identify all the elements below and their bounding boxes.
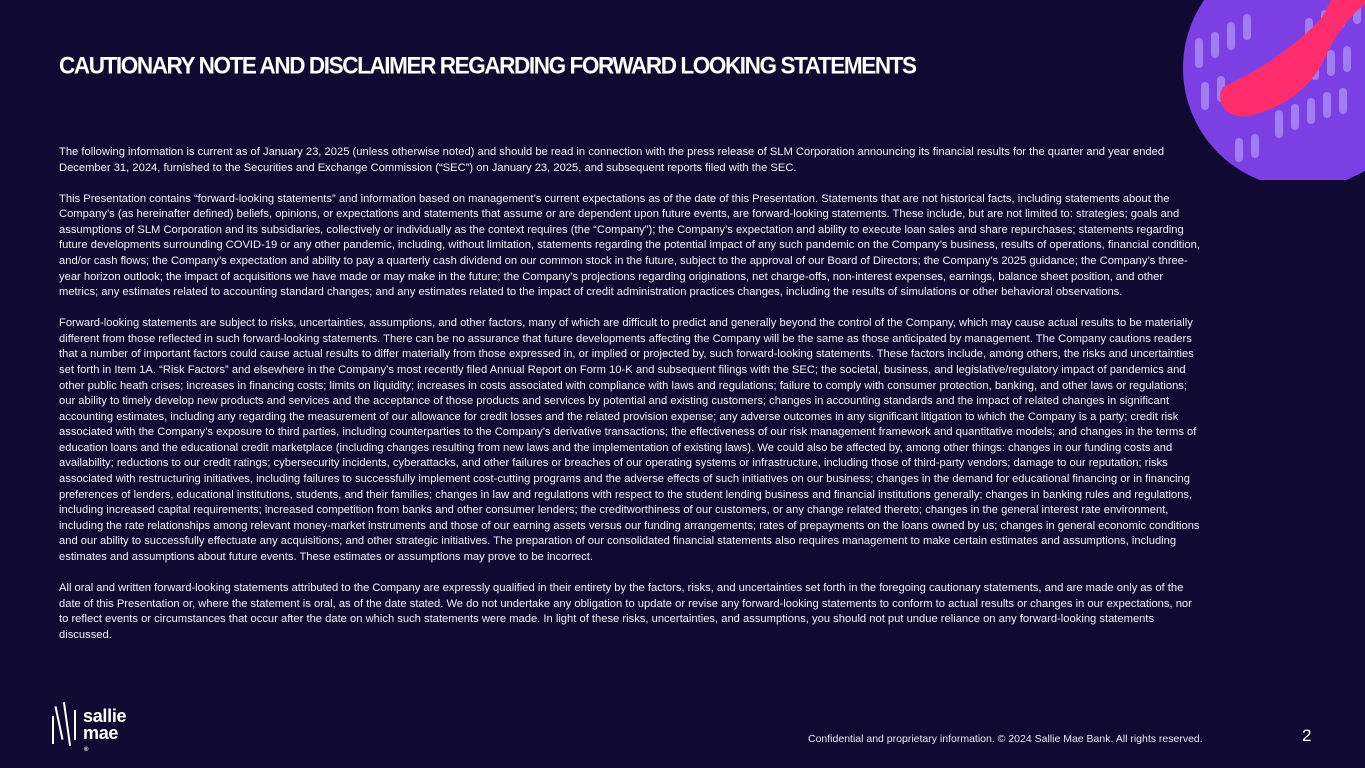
page-number: 2 [1302,726,1312,745]
paragraph: All oral and written forward-looking statements attributed to the Company are expressly qualified in their entirety by the factors, risks, and uncertainties set forth in the foregoing cautionary statements, and are made only as of the date of this Presentation or, where the statement is oral, as of the date stated. We do not undertake any obligation to update or revise any forward-looking statements to conform to actual results or changes in our expectations, nor to reflect events or circumstances that occur after the date on which such statements were made. In light of these risks, uncertainties, and assumptions, you should not put undue reliance on any forward-looking statements discussed. [59,582,1192,641]
paragraph: This Presentation contains “forward-looking statements” and information based on management’s current expectations as of the date of this Presentation. Statements that are not historical facts, including statements about the Company’s (as hereinafter defined) beliefs, opinions, or expectations and statements that assume or are dependent upon future events, are forward-looking statements. These include, but are not limited to: strategies; goals and assumptions of SLM Corporation and its subsidiaries, collectively or individually as the context requires (the “Company”); the Company’s expectation and ability to execute loan sales and share repurchases; statements regarding future developments surrounding COVID-19 or any other pandemic, including, without limitation, statements regarding the potential impact of any such pandemic on the Company’s business, results of operations, financial condition, and/or cash flows; the Company’s expectation and ability to pay a quarterly cash dividend on our common stock in the future, subject to the approval of our Board of Directors; the Company’s 2025 guidance; the Company’s three-year horizon outlook; the impact of acquisitions we have made or may make in the future; the Company’s projections regarding originations, net charge-offs, non-interest expenses, earnings, balance sheet position, and other metrics; any estimates related to accounting standard changes; and any estimates related to the impact of credit administration practices changes, including the results of simulations or other behavioral observations. [59,192,1200,299]
disclaimer-body [59,145,1201,659]
trademark-icon: ® [84,747,89,753]
paragraph: The following information is current as of January 23, 2025 (unless otherwise noted) and should be read in connection with the press release of SLM Corporation announcing its financial results for the quarter and year ended December 31, 2024, furnished to the Securities and Exchange Commission (“SEC”) on January 23, 2025, and subsequent reports filed with the SEC. [59,146,1165,174]
logo-line-1: sallie [83,706,127,726]
paragraph: Forward-looking statements are subject to risks, uncertainties, assumptions, and other factors, many of which are difficult to predict and generally beyond the control of the Company, which may cause actual results to be materially different from those reflected in such forward-looking statements. There can be no assurance that future developments affecting the Company will be the same as those anticipated by management. The Company cautions readers that a number of important factors could cause actual results to differ materially from those expressed in, or implied or projected by, such forward-looking statements. These factors include, among others, the risks and uncertainties set forth in Item 1A. “Risk Factors” and elsewhere in the Company’s most recently filed Annual Report on Form 10-K and subsequent filings with the SEC; the societal, business, and legislative/regulatory impact of pandemics and other public heath crises; increases in financing costs; limits on liquidity; increases in costs associated with compliance with laws and regulations; failure to comply with consumer protection, banking, and other laws or regulations; our ability to timely develop new products and services and the acceptance of those products and services by potential and existing customers; changes in accounting standards and the impact of related changes in significant accounting estimates, including any regarding the measurement of our allowance for credit losses and the related provision expense; any adverse outcomes in any significant litigation to which the Company is a party; credit risk associated with the Company’s exposure to third parties, including counterparties to the Company’s derivative transactions; the effectiveness of our risk management framework and quantitative models; and changes in the terms of education loans and the educational credit marketplace (including changes resulting from new laws and the implementation of existing laws). We could also be affected by, among other things: changes in our funding costs and availability; reductions to our credit ratings; cybersecurity incidents, cyberattacks, and other failures or breaches of our operating systems or infrastructure, including those of third-party vendors; damage to our reputation; risks associated with restructuring initiatives, including failures to successfully implement cost-cutting programs and the adverse effects of such initiatives on our business; changes in the demand for educational financing or in financing preferences of lenders, educational institutions, students, and their families; changes in law and regulations with respect to the student lending business and financial institutions generally; changes in banking rules and regulations, including increased capital requirements; increased competition from banks and other consumer lenders; the creditworthiness of our customers, or any change related thereto; changes in the general interest rate environment, including the rate relationships among relevant money-market instruments and those of our earning assets versus our funding arrangements; rates of prepayments on the loans owned by us; changes in general economic conditions and our ability to successfully effectuate any acquisitions; and other strategic initiatives. The preparation of our consolidated financial statements also requires management to make certain estimates and assumptions, including estimates and assumptions about future events. These estimates or assumptions may prove to be incorrect. [59,317,1200,564]
sallie-mae-logo [83,708,126,759]
logo-line-2: mae [83,723,119,743]
page-title: CAUTIONARY NOTE AND DISCLAIMER REGARDING FORWARD LOOKING STATEMENTS [59,52,916,79]
footer-confidential: Confidential and proprietary information. © 2024 Sallie Mae Bank. All rights reserved. [808,733,1203,745]
